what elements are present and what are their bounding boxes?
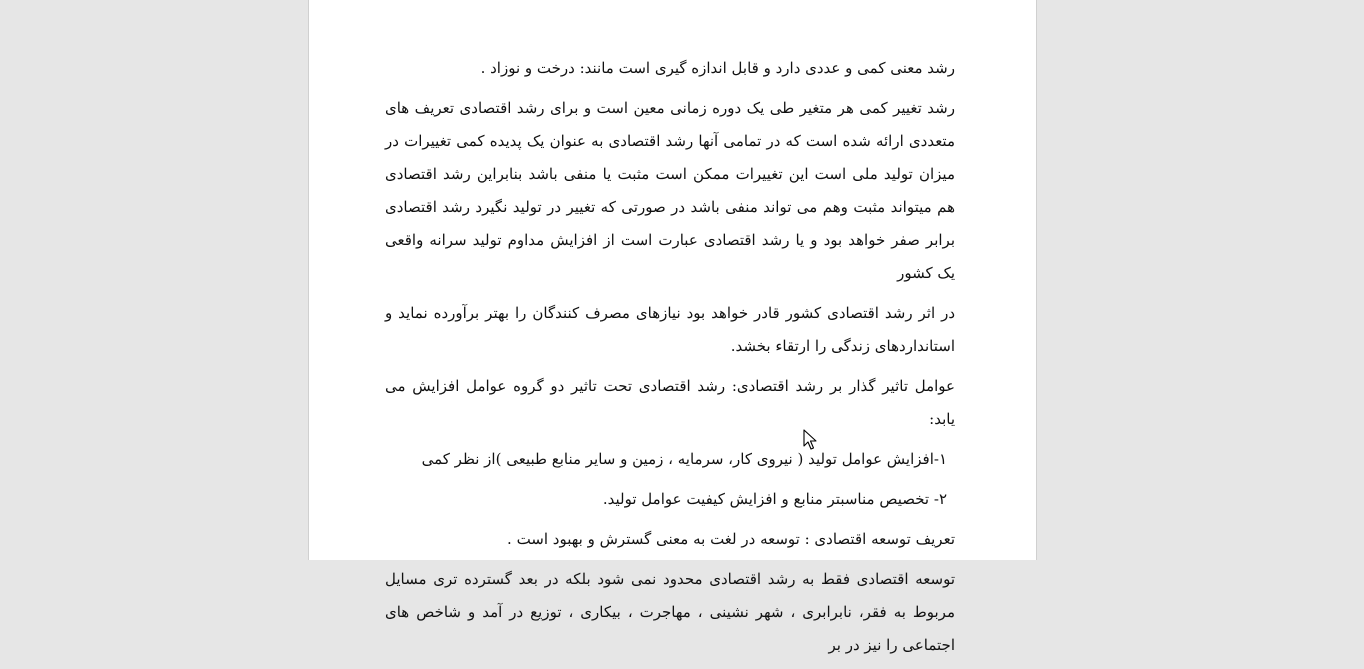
document-body[interactable] xyxy=(385,52,955,669)
list-item-factor-2[interactable]: ۲- تخصیص مناسبتر منابع و افزایش کیفیت عوامل تولید. xyxy=(602,490,947,508)
paragraph-growth-factors[interactable]: عوامل تاثیر گذار بر رشد اقتصادی: رشد اقتصادی تحت تاثیر دو گروه عوامل افزایش می یابد: xyxy=(385,377,955,428)
paragraph-growth-effects[interactable]: در اثر رشد اقتصادی کشور قادر خواهد بود نیازهای مصرف کنندگان را بهتر برآورده نماید و استانداردهای زندگی را ارتقاء بخشد. xyxy=(385,304,955,355)
paragraph-development-definition[interactable]: تعریف توسعه اقتصادی : توسعه در لغت به معنی گسترش و بهبود است . xyxy=(507,530,955,548)
list-item-factor-1[interactable]: ۱-افزایش عوامل تولید ( نیروی کار، سرمایه ، زمین و سایر منابع طبیعی )از نظر کمی xyxy=(421,450,947,468)
paragraph-economic-development[interactable]: توسعه اقتصادی فقط به رشد اقتصادی محدود نمی شود بلکه در بعد گسترده تری مسایل مربوط به فقر، نابرابری ، شهر نشینی ، مهاجرت ، بیکاری ، توزیع در آمد و شاخص های اجتماعی را نیز در بر xyxy=(385,570,955,654)
document-page[interactable] xyxy=(308,0,1037,654)
mouse-pointer-icon xyxy=(803,429,817,451)
paragraph-economic-growth[interactable]: رشد تغییر کمی هر متغیر طی یک دوره زمانی معین است و برای رشد اقتصادی تعریف های متعددی ارائه شده است که در تمامی آنها رشد اقتصادی به عنوان یک پدیده کمی تغییرات در میزان تولید ملی است این تغییرات ممکن است مثبت یا منفی باشد بنابراین رشد اقتصادی هم میتواند مثبت وهم می تواند منفی باشد در صورتی که تغییر در تولید نگیرد رشد اقتصادی برابر صفر خواهد بود و یا رشد اقتصادی عبارت است از افزایش مداوم تولید سرانه واقعی یک کشور xyxy=(385,99,955,282)
paragraph-growth-definition[interactable]: رشد معنی کمی و عددی دارد و قابل اندازه گیری است مانند: درخت و نوزاد . xyxy=(480,59,955,77)
